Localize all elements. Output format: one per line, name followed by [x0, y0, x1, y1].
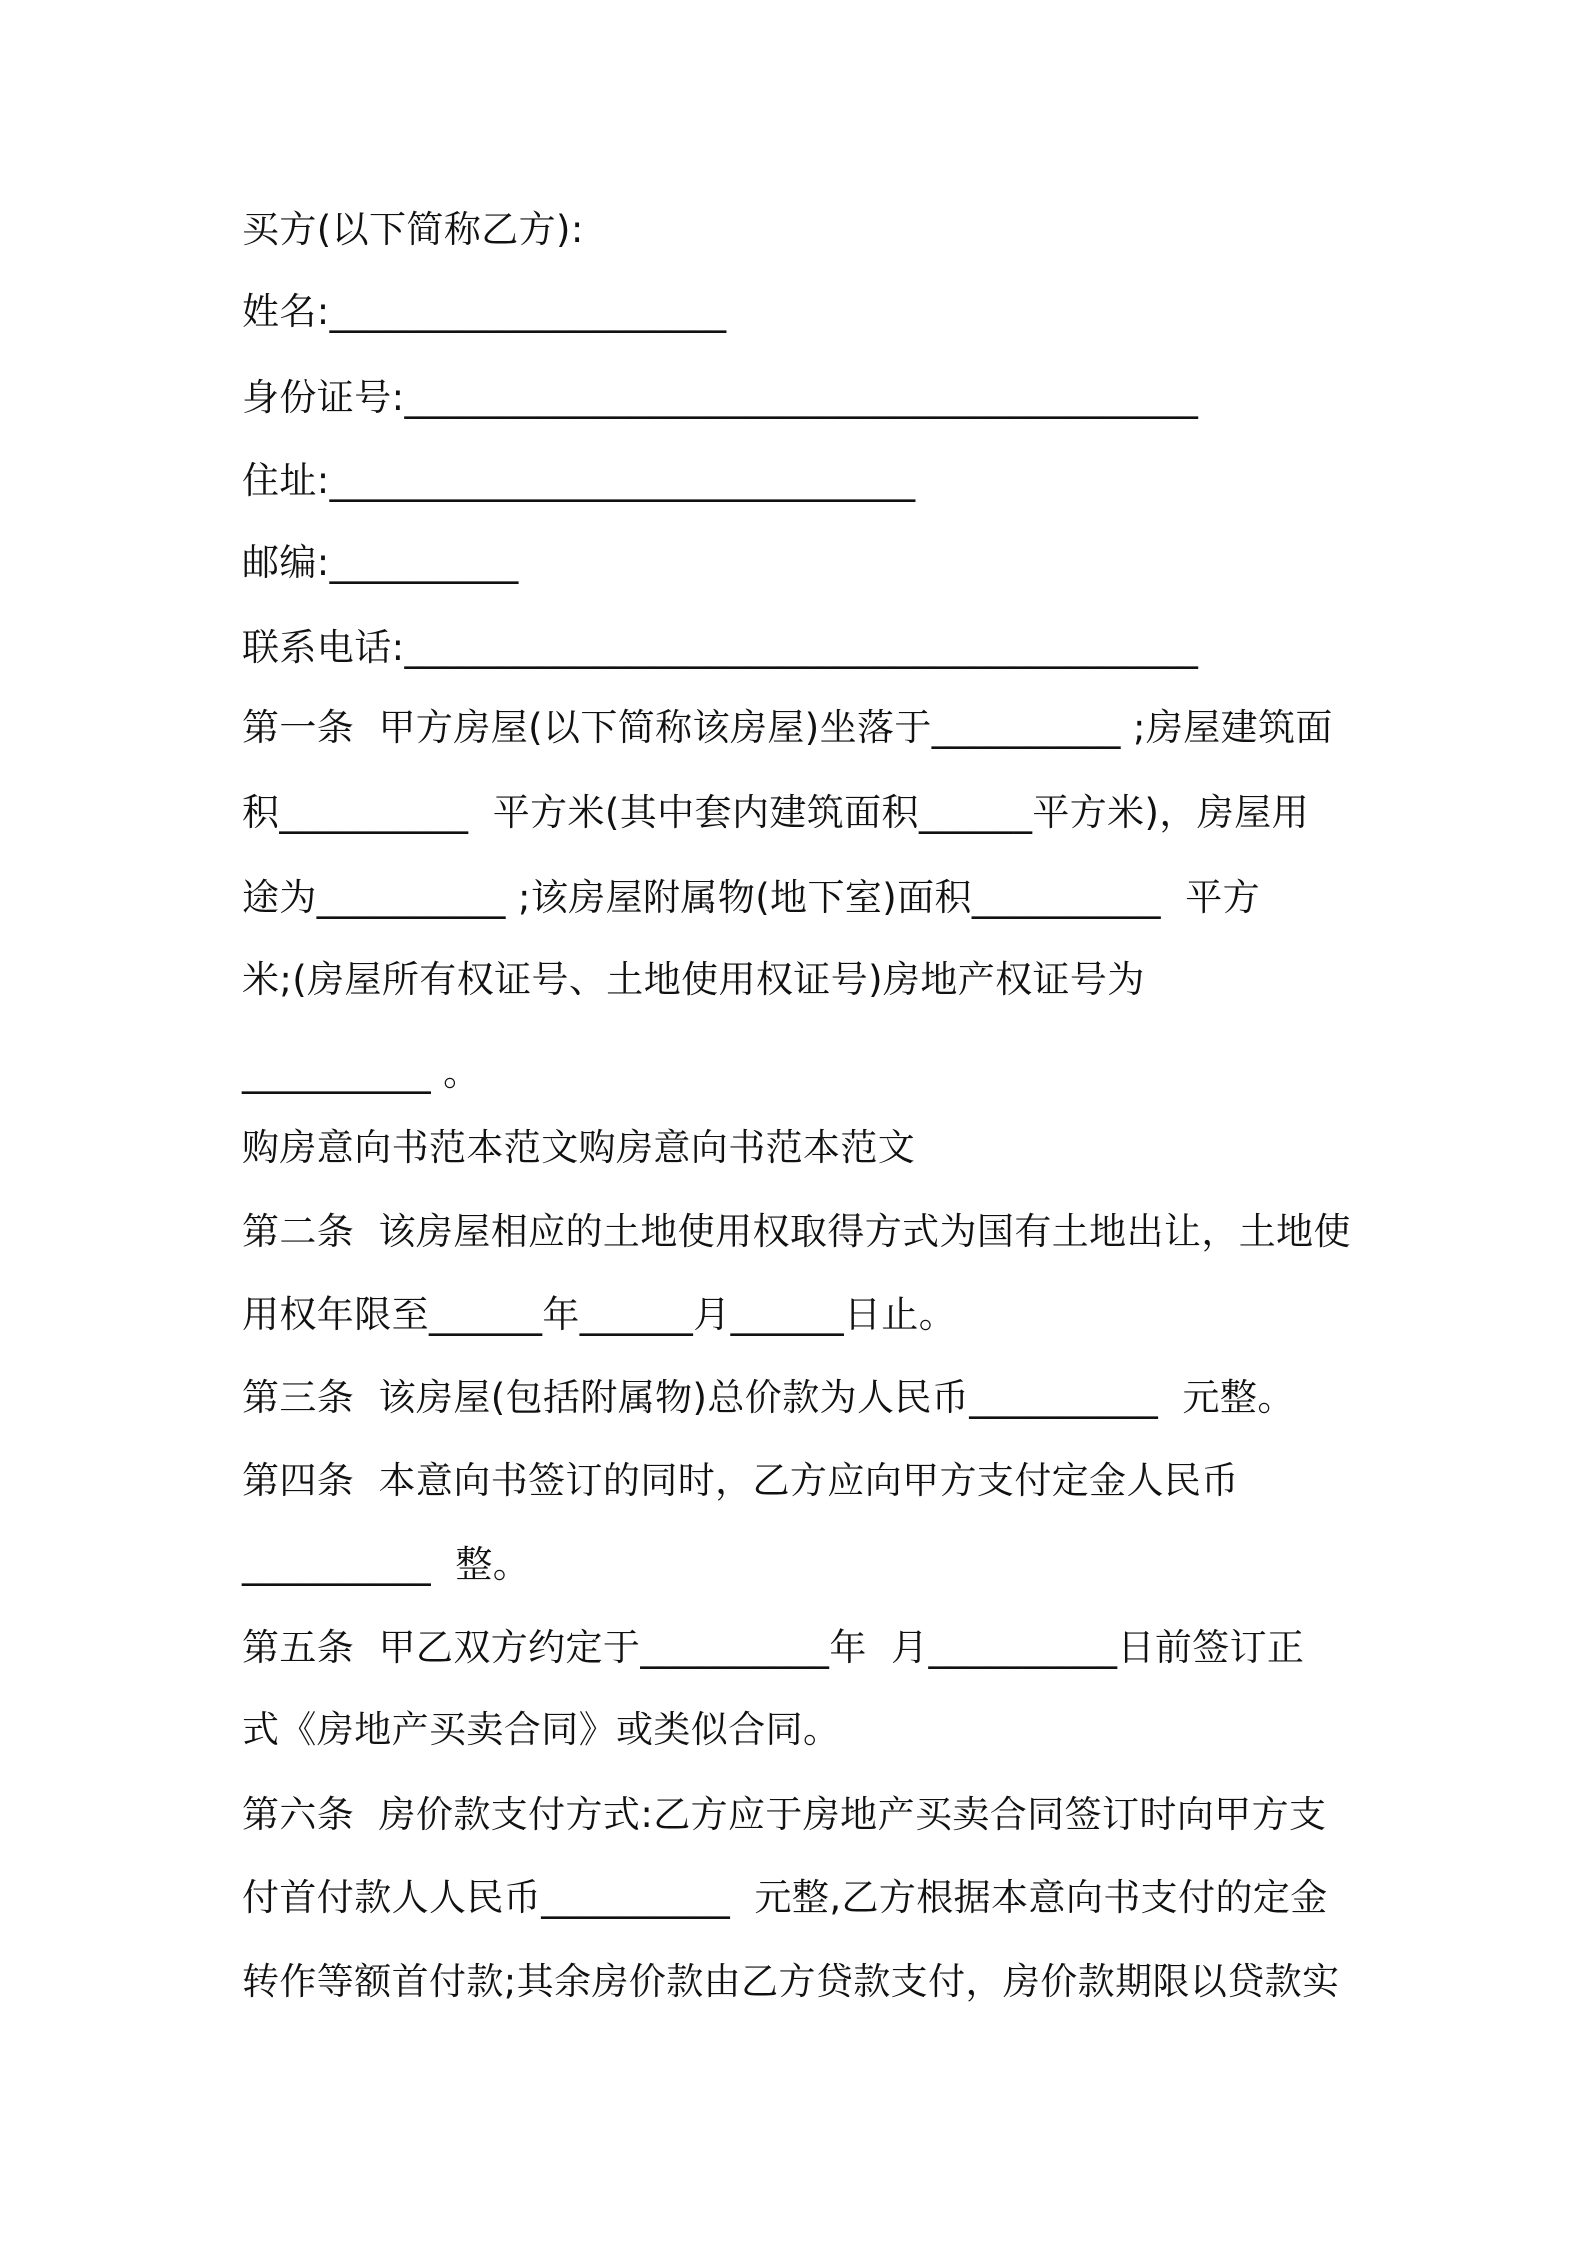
article-5-line-1: 第五条 甲乙双方约定于__________年 月__________日前签订正	[242, 1626, 1305, 1669]
article-2-line-2: 用权年限至______年______月______日止。	[242, 1293, 957, 1336]
document-title-line: 购房意向书范本范文购房意向书范本范文	[242, 1126, 916, 1169]
buyer-address-field: 住址:_______________________________	[242, 459, 916, 502]
buyer-heading: 买方(以下简称乙方):	[242, 208, 584, 251]
article-6-line-2: 付首付款人人民币__________ 元整,乙方根据本意向书支付的定金	[242, 1876, 1328, 1919]
buyer-phone-field: 联系电话:__________________________________________	[242, 626, 1199, 669]
article-1-line-5: __________ 。	[242, 1051, 481, 1094]
article-6-line-1: 第六条 房价款支付方式:乙方应于房地产买卖合同签订时向甲方支	[242, 1793, 1327, 1836]
buyer-postcode-field: 邮编:__________	[242, 541, 519, 584]
article-1-line-4: 米;(房屋所有权证号、土地使用权证号)房地产权证号为	[242, 958, 1145, 1001]
article-1-line-2: 积__________ 平方米(其中套内建筑面积______平方米)，房屋用	[242, 791, 1309, 834]
buyer-id-number-field: 身份证号:__________________________________________	[242, 376, 1199, 419]
article-4-line-2: __________ 整。	[242, 1543, 531, 1586]
article-3-line-1: 第三条 该房屋(包括附属物)总价款为人民币__________ 元整。	[242, 1376, 1295, 1419]
article-6-line-3: 转作等额首付款;其余房价款由乙方贷款支付，房价款期限以贷款实	[242, 1960, 1340, 2003]
article-2-line-1: 第二条 该房屋相应的土地使用权取得方式为国有土地出让，土地使	[242, 1210, 1351, 1253]
buyer-name-field: 姓名:_____________________	[242, 290, 727, 333]
article-4-line-1: 第四条 本意向书签订的同时，乙方应向甲方支付定金人民币	[242, 1459, 1239, 1502]
article-5-line-2: 式《房地产买卖合同》或类似合同。	[242, 1708, 841, 1751]
article-1-line-1: 第一条 甲方房屋(以下简称该房屋)坐落于__________ ;房屋建筑面	[242, 706, 1333, 749]
article-1-line-3: 途为__________ ;该房屋附属物(地下室)面积__________ 平方	[242, 876, 1261, 919]
